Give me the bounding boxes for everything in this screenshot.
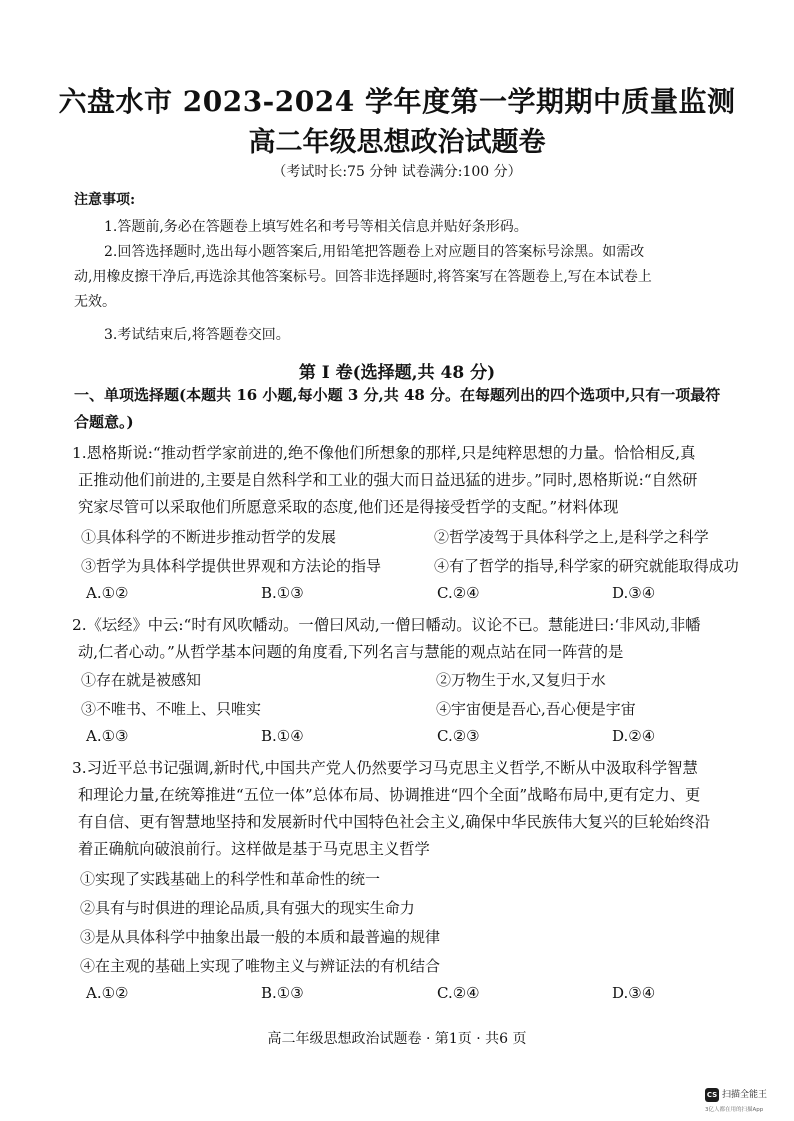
question-1-answer: D.③④ (612, 584, 656, 602)
question-3-option: ①实现了实践基础上的科学性和革命性的统一 (80, 870, 381, 888)
note-line: 无效。 (74, 294, 116, 310)
question-1-line: 正推动他们前进的,主要是自然科学和工业的强大而日益迅猛的进步。”同时,恩格斯说:“自然研 (78, 471, 698, 489)
question-3-option: ④在主观的基础上实现了唯物主义与辨证法的有机结合 (80, 957, 441, 975)
question-2-answer: A.①③ (86, 727, 129, 745)
scanner-app-name: 扫描全能王 (722, 1090, 768, 1100)
question-1-option: ①具体科学的不断进步推动哲学的发展 (81, 528, 337, 546)
note-line: 2.回答选择题时,选出每小题答案后,用铅笔把答题卷上对应题目的答案标号涂黑。如需改 (104, 244, 645, 260)
part-heading: 一、单项选择题(本题共 16 小题,每小题 3 分,共 48 分。在每题列出的四个选项中,只有一项最符 (74, 386, 721, 404)
question-3-line: 和理论力量,在统筹推进“五位一体”总体布局、协调推进“四个全面”战略布局中,更有定力、更 (78, 786, 701, 804)
exam-title: 六盘水市 2023-2024 学年度第一学期期中质量监测 (58, 85, 736, 118)
page-footer: 高二年级思想政治试题卷 · 第1页 · 共6 页 (267, 1031, 527, 1047)
notes-heading: 注意事项: (74, 192, 136, 208)
note-line: 3.考试结束后,将答题卷交回。 (104, 327, 290, 343)
question-3-line: 着正确航向破浪前行。这样做是基于马克思主义哲学 (78, 840, 430, 858)
question-1-answer: B.①③ (261, 584, 304, 602)
question-2-line: 动,仁者心动。”从哲学基本问题的角度看,下列名言与慧能的观点站在同一阵营的是 (78, 643, 624, 661)
question-2-answer: C.②③ (437, 727, 480, 745)
question-3-option: ③是从具体科学中抽象出最一般的本质和最普遍的规律 (80, 928, 441, 946)
exam-info: （考试时长:75 分钟 试卷满分:100 分） (272, 164, 522, 180)
question-3-line: 3.习近平总书记强调,新时代,中国共产党人仍然要学习马克思主义哲学,不断从中汲取科学智慧 (72, 759, 698, 777)
question-2-option: ④宇宙便是吾心,吾心便是宇宙 (436, 700, 636, 718)
question-1-answer: A.①② (86, 584, 129, 602)
question-2-option: ②万物生于水,又复归于水 (436, 671, 606, 689)
question-3-option: ②具有与时俱进的理论品质,具有强大的现实生命力 (80, 899, 415, 917)
question-3-answer: A.①② (86, 984, 129, 1002)
question-1-answer: C.②④ (437, 584, 480, 602)
note-line: 1.答题前,务必在答题卷上填写姓名和考号等相关信息并贴好条形码。 (104, 219, 528, 235)
question-1-option: ④有了哲学的指导,科学家的研究就能取得成功 (434, 557, 739, 575)
question-2-option: ①存在就是被感知 (81, 671, 202, 689)
question-3-answer: C.②④ (437, 984, 480, 1002)
question-3-line: 有自信、更有智慧地坚持和发展新时代中国特色社会主义,确保中华民族伟大复兴的巨轮始终沿 (78, 813, 711, 831)
question-1-line: 究家尽管可以采取他们所愿意采取的态度,他们还是得接受哲学的支配。”材料体现 (78, 498, 619, 516)
question-1-line: 1.恩格斯说:“推动哲学家前进的,绝不像他们所想象的那样,只是纯粹思想的力量。恰恰相反,真 (72, 444, 696, 462)
question-3-answer: B.①③ (261, 984, 304, 1002)
part-heading: 合题意。) (74, 413, 134, 431)
question-1-option: ②哲学凌驾于具体科学之上,是科学之科学 (434, 528, 709, 546)
question-2-answer: D.②④ (612, 727, 656, 745)
question-2-answer: B.①④ (261, 727, 304, 745)
section-heading: 第 Ⅰ 卷(选择题,共 48 分) (298, 363, 496, 383)
note-line: 动,用橡皮擦干净后,再选涂其他答案标号。回答非选择题时,将答案写在答题卷上,写在本试卷上 (74, 269, 652, 285)
question-1-option: ③哲学为具体科学提供世界观和方法论的指导 (81, 557, 382, 575)
exam-subtitle: 高二年级思想政治试题卷 (248, 127, 546, 158)
scanner-logo-icon: CS (705, 1088, 719, 1102)
scanner-tagline: 3亿人都在用的扫描App (705, 1107, 764, 1113)
question-2-option: ③不唯书、不唯上、只唯实 (81, 700, 262, 718)
question-2-line: 2.《坛经》中云:“时有风吹幡动。一僧曰风动,一僧曰幡动。议论不已。慧能进曰:‘非风动,非幡 (72, 616, 701, 634)
question-3-answer: D.③④ (612, 984, 656, 1002)
